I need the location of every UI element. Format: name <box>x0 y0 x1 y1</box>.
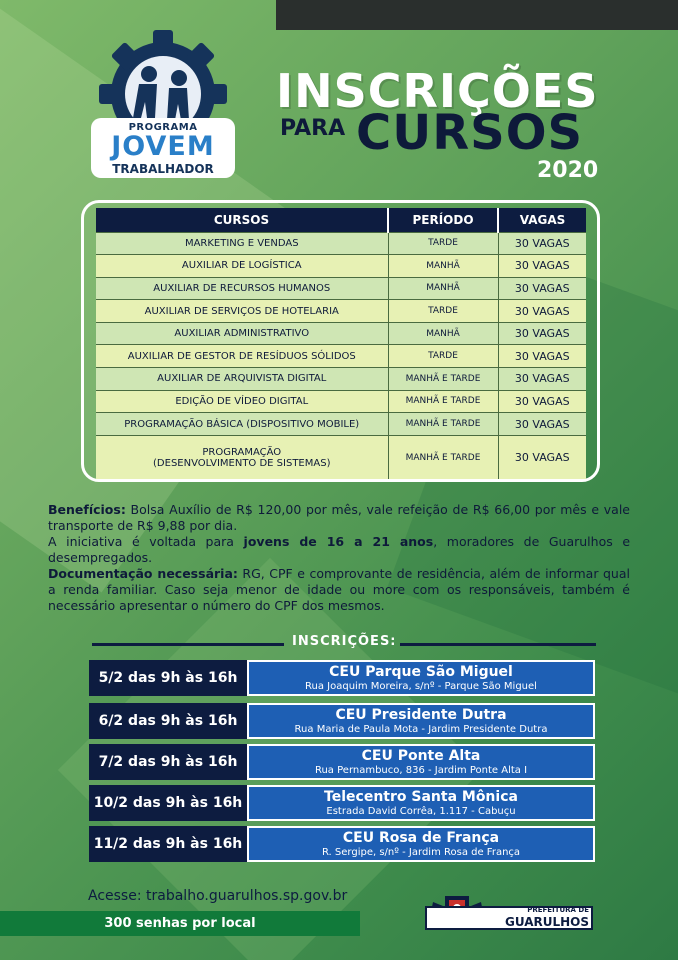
inscricoes-divider-left <box>92 643 284 646</box>
table-row <box>96 300 586 323</box>
title-cursos: CURSOS <box>356 105 584 161</box>
slot-location <box>247 785 595 821</box>
prefeitura-guarulhos-logo <box>425 892 595 934</box>
course-name: AUXILIAR DE RECURSOS HUMANOS <box>96 277 388 300</box>
beneficios-text: Bolsa Auxílio de R$ 120,00 por mês, vale refeição de R$ 66,00 por mês e vale transporte de R$ 9,88 por dia. <box>48 502 630 533</box>
inscricao-slot <box>89 744 595 780</box>
course-vagas: 30 VAGAS <box>498 390 586 413</box>
table-row <box>96 277 586 300</box>
title-para: PARA <box>280 116 346 141</box>
inscricao-slot <box>89 826 595 862</box>
slot-location-address: R. Sergipe, s/nº - Jardim Rosa de França <box>321 847 521 858</box>
course-period: TARDE <box>388 232 498 255</box>
header-cursos: CURSOS <box>96 208 388 232</box>
iniciativa-post: , moradores de Guarulhos e desempregados. <box>48 534 631 565</box>
slot-location-name: CEU Rosa de França <box>342 830 500 846</box>
course-period: MANHÃ E TARDE <box>388 413 498 436</box>
info-text <box>48 502 630 614</box>
iniciativa-paragraph <box>48 534 630 566</box>
top-dark-bar <box>276 0 678 30</box>
slot-date: 11/2 das 9h às 16h <box>89 826 247 862</box>
course-vagas: 30 VAGAS <box>498 322 586 345</box>
slot-location-address: Rua Pernambuco, 836 - Jardim Ponte Alta I <box>314 765 528 776</box>
programa-jovem-trabalhador-logo <box>83 22 243 182</box>
slot-location-name: CEU Parque São Miguel <box>329 664 513 680</box>
course-name: AUXILIAR DE GESTOR DE RESÍDUOS SÓLIDOS <box>96 345 388 368</box>
course-period: TARDE <box>388 300 498 323</box>
table-row <box>96 435 586 479</box>
website-link[interactable]: Acesse: trabalho.guarulhos.sp.gov.br <box>88 888 348 904</box>
title-inscricoes: INSCRIÇÕES <box>276 64 599 118</box>
inscricao-slot <box>89 660 595 696</box>
course-vagas: 30 VAGAS <box>498 413 586 436</box>
inscricoes-divider-right <box>400 643 596 646</box>
table-row <box>96 322 586 345</box>
course-period: MANHÃ E TARDE <box>388 435 498 479</box>
course-vagas: 30 VAGAS <box>498 300 586 323</box>
table-header-row <box>96 208 586 232</box>
course-name: AUXILIAR DE SERVIÇOS DE HOTELARIA <box>96 300 388 323</box>
slot-location-name: Telecentro Santa Mônica <box>324 789 518 805</box>
course-name: EDIÇÃO DE VÍDEO DIGITAL <box>96 390 388 413</box>
slot-location-address: Estrada David Corrêa, 1.117 - Cabuçu <box>326 806 516 817</box>
course-vagas: 30 VAGAS <box>498 368 586 391</box>
slot-location <box>247 703 595 739</box>
slot-date: 7/2 das 9h às 16h <box>89 744 247 780</box>
documentacao-paragraph <box>48 566 630 614</box>
prefeitura-de-text: PREFEITURA DE <box>527 906 589 914</box>
logo-jovem-text: JOVEM <box>111 131 215 162</box>
table-row <box>96 345 586 368</box>
slot-date: 10/2 das 9h às 16h <box>89 785 247 821</box>
documentacao-label: Documentação necessária: <box>48 566 238 581</box>
course-vagas: 30 VAGAS <box>498 255 586 278</box>
table-row <box>96 232 586 255</box>
course-name: MARKETING E VENDAS <box>96 232 388 255</box>
documentacao-text: RG, CPF e comprovante de residência, além de informar qual a renda familiar. Caso seja menor de idade ou more com os responsáveis, também é necessário apresentar o número do CPF dos mesmos. <box>48 566 630 613</box>
slot-location-address: Rua Joaquim Moreira, s/nº - Parque São Miguel <box>305 681 537 692</box>
course-vagas: 30 VAGAS <box>498 345 586 368</box>
course-vagas: 30 VAGAS <box>498 232 586 255</box>
course-name: AUXILIAR DE LOGÍSTICA <box>96 255 388 278</box>
logo-trabalhador-text: TRABALHADOR <box>112 162 214 176</box>
course-period: MANHÃ E TARDE <box>388 368 498 391</box>
slot-location <box>247 744 595 780</box>
course-period: MANHÃ <box>388 277 498 300</box>
beneficios-paragraph <box>48 502 630 534</box>
iniciativa-bold: jovens de 16 a 21 anos <box>243 534 434 549</box>
course-name-line1: PROGRAMAÇÃO <box>202 446 282 458</box>
header-periodo: PERÍODO <box>388 208 498 232</box>
inscricao-slot <box>89 703 595 739</box>
title-year: 2020 <box>537 158 599 183</box>
iniciativa-pre: A iniciativa é voltada para <box>48 534 244 549</box>
header-vagas: VAGAS <box>498 208 586 232</box>
course-period: MANHÃ <box>388 255 498 278</box>
inscricao-slot <box>89 785 595 821</box>
slot-location-name: CEU Presidente Dutra <box>335 707 507 723</box>
inscricoes-title: INSCRIÇÕES: <box>292 634 397 649</box>
course-name <box>96 435 388 479</box>
course-name: AUXILIAR ADMINISTRATIVO <box>96 322 388 345</box>
courses-table <box>96 208 586 479</box>
slot-location-address: Rua Maria de Paula Mota - Jardim Presidente Dutra <box>294 724 548 735</box>
table-row <box>96 413 586 436</box>
course-vagas: 30 VAGAS <box>498 277 586 300</box>
table-row <box>96 255 586 278</box>
slot-location <box>247 660 595 696</box>
table-row <box>96 368 586 391</box>
course-vagas: 30 VAGAS <box>498 435 586 479</box>
logo-programa-text: PROGRAMA <box>128 122 198 133</box>
slot-location <box>247 826 595 862</box>
beneficios-label: Benefícios: <box>48 502 126 517</box>
senhas-banner: 300 senhas por local <box>0 911 360 936</box>
course-period: MANHÃ <box>388 322 498 345</box>
slot-date: 6/2 das 9h às 16h <box>89 703 247 739</box>
course-period: TARDE <box>388 345 498 368</box>
course-name: PROGRAMAÇÃO BÁSICA (DISPOSITIVO MOBILE) <box>96 413 388 436</box>
course-period: MANHÃ E TARDE <box>388 390 498 413</box>
prefeitura-city-text: GUARULHOS <box>504 915 589 929</box>
slot-location-name: CEU Ponte Alta <box>361 748 481 764</box>
course-name-line2: (DESENVOLVIMENTO DE SISTEMAS) <box>153 457 331 469</box>
table-row <box>96 390 586 413</box>
slot-date: 5/2 das 9h às 16h <box>89 660 247 696</box>
course-name: AUXILIAR DE ARQUIVISTA DIGITAL <box>96 368 388 391</box>
